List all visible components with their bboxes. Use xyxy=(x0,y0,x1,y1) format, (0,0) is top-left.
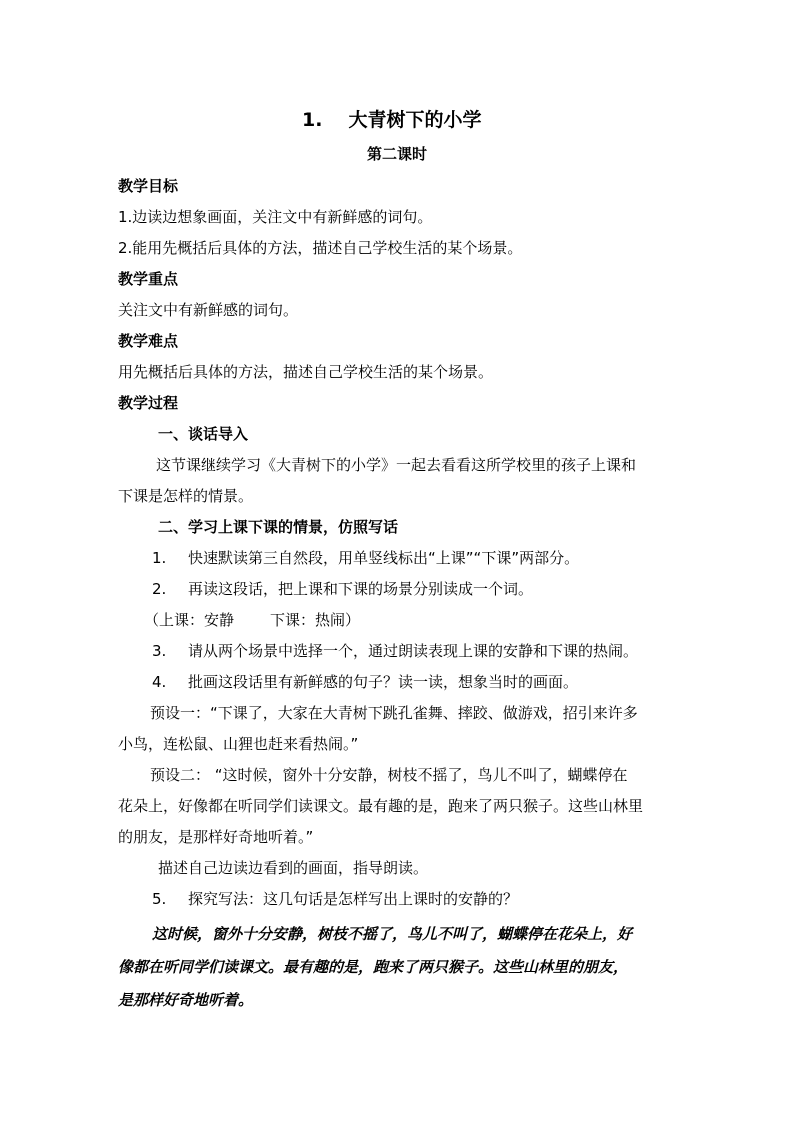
preset2-line3: 的朋友，是那样好奇地听着。” xyxy=(118,828,314,846)
quote-line1: 这时候，窗外十分安静，树枝不摇了，鸟儿不叫了，蝴蝶停在花朵上，好 xyxy=(152,925,633,943)
goal-1: 1.边读边想象画面，关注文中有新鲜感的词句。 xyxy=(118,208,433,226)
answer-break: 下课：热闹） xyxy=(270,611,361,629)
step-1 xyxy=(152,548,579,568)
difficulty-heading: 教学难点 xyxy=(118,332,179,350)
key-text: 关注文中有新鲜感的词句。 xyxy=(118,301,299,319)
key-heading: 教学重点 xyxy=(118,270,179,288)
step-4-number: 4. xyxy=(152,673,167,691)
step-3 xyxy=(152,641,638,661)
title-text: 大青树下的小学 xyxy=(348,109,482,131)
step-3-number: 3. xyxy=(152,642,167,660)
step-5-number: 5. xyxy=(152,890,167,908)
part1-paragraph-line1: 这节课继续学习《大青树下的小学》一起去看看这所学校里的孩子上课和 xyxy=(156,456,637,474)
answer-class: （上课：安静 xyxy=(144,611,235,629)
part1-heading: 一、谈话导入 xyxy=(158,425,249,443)
preset1-line1: 预设一：“下课了，大家在大青树下跳孔雀舞、摔跤、做游戏，招引来许多 xyxy=(150,704,638,722)
step-4-text: 批画这段话里有新鲜感的句子？读一读，想象当时的画面。 xyxy=(188,673,579,691)
goals-heading: 教学目标 xyxy=(118,177,179,195)
step-1-number: 1. xyxy=(152,549,167,567)
step-3-text: 请从两个场景中选择一个，通过朗读表现上课的安静和下课的热闹。 xyxy=(188,642,639,660)
part1-paragraph-line2: 下课是怎样的情景。 xyxy=(118,487,254,505)
step-2 xyxy=(152,579,533,599)
page-title xyxy=(302,108,481,132)
describe-line: 描述自己边读边看到的画面，指导朗读。 xyxy=(158,859,429,877)
goal-2: 2.能用先概括后具体的方法，描述自己学校生活的某个场景。 xyxy=(118,239,523,257)
step-2-text: 再读这段话，把上课和下课的场景分别读成一个词。 xyxy=(188,580,534,598)
step-2-answer xyxy=(144,610,360,630)
quote-line2: 像都在听同学们读课文。最有趣的是，跑来了两只猴子。这些山林里的朋友， xyxy=(118,958,629,976)
process-heading: 教学过程 xyxy=(118,394,179,412)
subtitle: 第二课时 xyxy=(367,145,428,163)
preset1-line2: 小鸟，连松鼠、山狸也赶来看热闹。” xyxy=(118,735,359,753)
step-1-text: 快速默读第三自然段，用单竖线标出“上课”“下课”两部分。 xyxy=(188,549,580,567)
part2-heading: 二、学习上课下课的情景，仿照写话 xyxy=(158,518,399,536)
preset2-line1: 预设二： “这时候，窗外十分安静，树枝不摇了，鸟儿不叫了，蝴蝶停在 xyxy=(150,766,628,784)
title-number: 1. xyxy=(302,109,323,131)
difficulty-text: 用先概括后具体的方法，描述自己学校生活的某个场景。 xyxy=(118,363,494,381)
step-2-number: 2. xyxy=(152,580,167,598)
quote-line3: 是那样好奇地听着。 xyxy=(118,991,254,1009)
step-5 xyxy=(152,889,518,909)
preset2-line2: 花朵上，好像都在听同学们读课文。最有趣的是，跑来了两只猴子。这些山林里 xyxy=(118,797,644,815)
step-4 xyxy=(152,672,578,692)
step-5-text: 探究写法：这几句话是怎样写出上课时的安静的？ xyxy=(188,890,519,908)
